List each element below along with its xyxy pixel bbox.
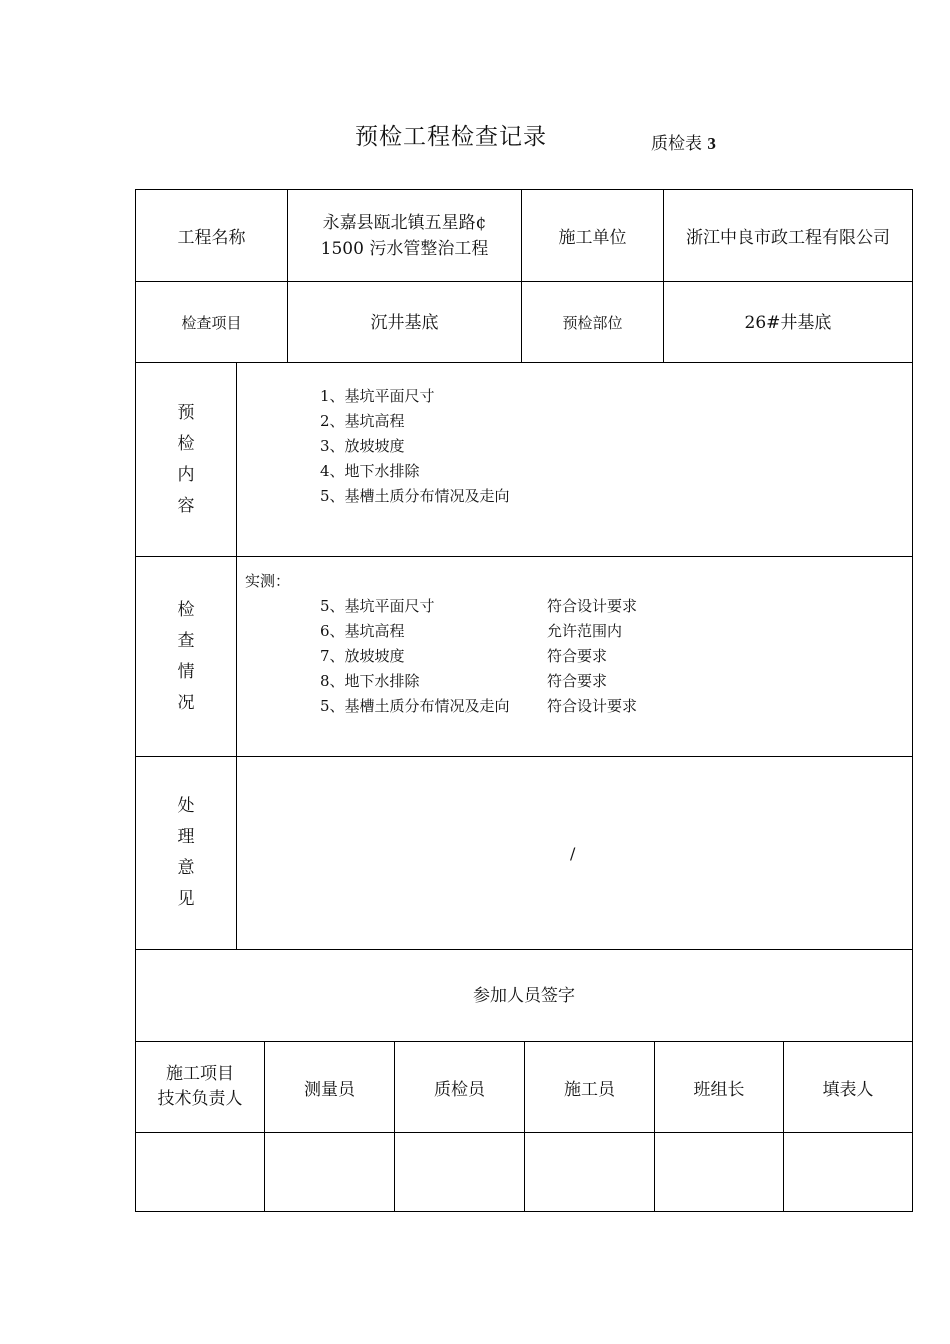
check-status-label: 检 查 情 况 <box>135 556 237 757</box>
precheck-location-label: 预检部位 <box>521 281 664 363</box>
list-item: 8、地下水排除 符合要求 <box>320 672 608 690</box>
sig-cell-constructor <box>524 1132 655 1212</box>
sig-role-surveyor: 测量员 <box>264 1041 395 1133</box>
list-item: 5、基槽土质分布情况及走向 符合设计要求 <box>320 697 638 715</box>
list-item: 4、地下水排除 <box>320 462 420 480</box>
project-name-label: 工程名称 <box>135 189 288 282</box>
sig-cell-team-leader <box>654 1132 784 1212</box>
check-item-label: 检查项目 <box>135 281 288 363</box>
handling-opinion-label: 处 理 意 见 <box>135 756 237 950</box>
sig-role-constructor: 施工员 <box>524 1041 655 1133</box>
sig-cell-tech-lead <box>135 1132 265 1212</box>
project-name-value: 永嘉县瓯北镇五星路¢ 1500 污水管整治工程 <box>287 189 522 282</box>
sig-cell-form-filler <box>783 1132 913 1212</box>
list-item: 5、基坑平面尺寸 符合设计要求 <box>320 597 638 615</box>
precheck-content-label: 预 检 内 容 <box>135 362 237 557</box>
list-item: 3、放坡坡度 <box>320 437 405 455</box>
sig-cell-surveyor <box>264 1132 395 1212</box>
sig-role-form-filler: 填表人 <box>783 1041 913 1133</box>
list-item: 5、基槽土质分布情况及走向 <box>320 487 510 505</box>
document-title: 预检工程检查记录 <box>355 124 547 150</box>
list-item: 1、基坑平面尺寸 <box>320 387 435 405</box>
form-number-value: 3 <box>707 134 716 153</box>
check-status-list <box>320 594 638 719</box>
list-item: 6、基坑高程 允许范围内 <box>320 622 623 640</box>
precheck-content-list <box>320 384 510 509</box>
list-item: 7、放坡坡度 符合要求 <box>320 647 608 665</box>
sig-role-quality-inspector: 质检员 <box>394 1041 525 1133</box>
form-number <box>651 129 716 154</box>
sig-role-tech-lead: 施工项目 技术负责人 <box>135 1041 265 1133</box>
handling-opinion-value: / <box>570 844 576 863</box>
check-item-value: 沉井基底 <box>287 281 522 363</box>
list-item: 2、基坑高程 <box>320 412 405 430</box>
contractor-value: 浙江中良市政工程有限公司 <box>663 189 913 282</box>
check-intro: 实测： <box>245 572 291 590</box>
sig-cell-quality-inspector <box>394 1132 525 1212</box>
signature-heading: 参加人员签字 <box>135 949 913 1042</box>
precheck-location-value: 26#井基底 <box>663 281 913 363</box>
form-number-label: 质检表 <box>651 134 702 154</box>
sig-role-team-leader: 班组长 <box>654 1041 784 1133</box>
contractor-label: 施工单位 <box>521 189 664 282</box>
